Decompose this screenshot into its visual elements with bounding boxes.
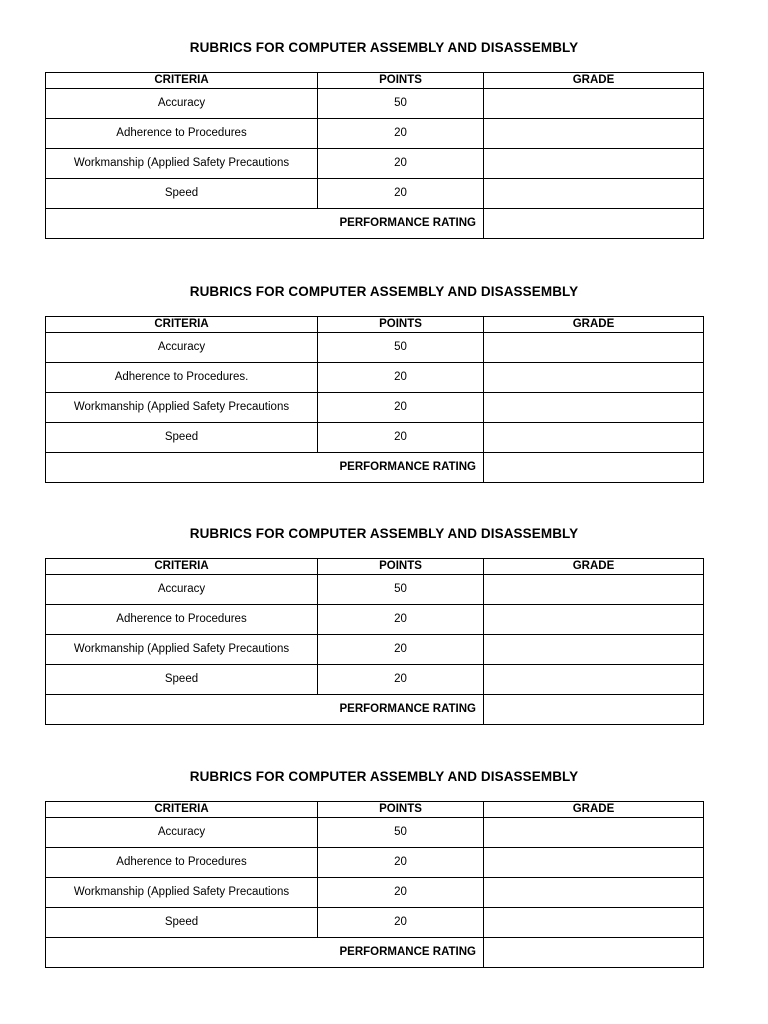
points-cell: 50 — [318, 89, 484, 119]
table-row — [46, 818, 704, 848]
performance-rating-row — [46, 695, 704, 725]
grade-header: GRADE — [484, 559, 704, 575]
points-cell: 20 — [318, 635, 484, 665]
points-cell: 20 — [318, 363, 484, 393]
points-cell: 50 — [318, 575, 484, 605]
points-cell: 20 — [318, 423, 484, 453]
table-row — [46, 878, 704, 908]
criteria-cell: Speed — [46, 179, 318, 209]
points-header: POINTS — [318, 317, 484, 333]
points-cell: 20 — [318, 848, 484, 878]
criteria-cell: Workmanship (Applied Safety Precautions — [46, 635, 318, 665]
criteria-header: CRITERIA — [46, 559, 318, 575]
grade-cell[interactable] — [484, 605, 704, 635]
performance-rating-row — [46, 938, 704, 968]
grade-cell[interactable] — [484, 575, 704, 605]
table-row — [46, 363, 704, 393]
criteria-header: CRITERIA — [46, 317, 318, 333]
table-row — [46, 908, 704, 938]
criteria-cell: Speed — [46, 665, 318, 695]
grade-cell[interactable] — [484, 119, 704, 149]
performance-rating-cell[interactable] — [484, 209, 704, 239]
points-cell: 20 — [318, 605, 484, 635]
points-header: POINTS — [318, 559, 484, 575]
grade-cell[interactable] — [484, 179, 704, 209]
performance-rating-cell[interactable] — [484, 938, 704, 968]
points-cell: 50 — [318, 333, 484, 363]
table-row — [46, 635, 704, 665]
criteria-cell: Workmanship (Applied Safety Precautions — [46, 149, 318, 179]
table-row — [46, 149, 704, 179]
rubric-title: RUBRICS FOR COMPUTER ASSEMBLY AND DISASSEMBLY — [189, 40, 579, 55]
points-cell: 20 — [318, 393, 484, 423]
rubric-title: RUBRICS FOR COMPUTER ASSEMBLY AND DISASSEMBLY — [189, 284, 579, 299]
grade-cell[interactable] — [484, 89, 704, 119]
criteria-cell: Workmanship (Applied Safety Precautions — [46, 878, 318, 908]
table-row — [46, 333, 704, 363]
table-header-row — [46, 73, 704, 89]
criteria-cell: Adherence to Procedures — [46, 848, 318, 878]
grade-cell[interactable] — [484, 149, 704, 179]
table-header-row — [46, 317, 704, 333]
table-row — [46, 605, 704, 635]
grade-cell[interactable] — [484, 333, 704, 363]
criteria-cell: Accuracy — [46, 333, 318, 363]
rubric-title: RUBRICS FOR COMPUTER ASSEMBLY AND DISASSEMBLY — [189, 526, 579, 541]
criteria-cell: Accuracy — [46, 575, 318, 605]
criteria-header: CRITERIA — [46, 73, 318, 89]
criteria-cell: Speed — [46, 423, 318, 453]
grade-cell[interactable] — [484, 665, 704, 695]
table-row — [46, 89, 704, 119]
table-header-row — [46, 802, 704, 818]
criteria-cell: Adherence to Procedures — [46, 605, 318, 635]
table-row — [46, 848, 704, 878]
points-cell: 20 — [318, 179, 484, 209]
table-row — [46, 393, 704, 423]
performance-rating-label: PERFORMANCE RATING — [46, 209, 484, 239]
points-header: POINTS — [318, 802, 484, 818]
grade-cell[interactable] — [484, 818, 704, 848]
grade-cell[interactable] — [484, 363, 704, 393]
grade-cell[interactable] — [484, 908, 704, 938]
table-row — [46, 665, 704, 695]
performance-rating-row — [46, 453, 704, 483]
grade-cell[interactable] — [484, 635, 704, 665]
rubric-table — [45, 558, 704, 725]
criteria-cell: Speed — [46, 908, 318, 938]
points-cell: 20 — [318, 119, 484, 149]
criteria-cell: Accuracy — [46, 818, 318, 848]
points-cell: 20 — [318, 665, 484, 695]
performance-rating-label: PERFORMANCE RATING — [46, 695, 484, 725]
performance-rating-row — [46, 209, 704, 239]
rubric-title: RUBRICS FOR COMPUTER ASSEMBLY AND DISASSEMBLY — [189, 769, 579, 784]
table-header-row — [46, 559, 704, 575]
grade-header: GRADE — [484, 802, 704, 818]
rubric-table — [45, 801, 704, 968]
grade-cell[interactable] — [484, 393, 704, 423]
points-cell: 20 — [318, 908, 484, 938]
grade-header: GRADE — [484, 317, 704, 333]
rubric-table — [45, 72, 704, 239]
criteria-cell: Adherence to Procedures — [46, 119, 318, 149]
performance-rating-cell[interactable] — [484, 453, 704, 483]
criteria-cell: Workmanship (Applied Safety Precautions — [46, 393, 318, 423]
table-row — [46, 119, 704, 149]
grade-cell[interactable] — [484, 878, 704, 908]
points-cell: 20 — [318, 149, 484, 179]
performance-rating-label: PERFORMANCE RATING — [46, 453, 484, 483]
grade-cell[interactable] — [484, 423, 704, 453]
rubric-table — [45, 316, 704, 483]
criteria-header: CRITERIA — [46, 802, 318, 818]
performance-rating-label: PERFORMANCE RATING — [46, 938, 484, 968]
criteria-cell: Adherence to Procedures. — [46, 363, 318, 393]
points-cell: 50 — [318, 818, 484, 848]
table-row — [46, 179, 704, 209]
performance-rating-cell[interactable] — [484, 695, 704, 725]
table-row — [46, 575, 704, 605]
table-row — [46, 423, 704, 453]
points-header: POINTS — [318, 73, 484, 89]
grade-header: GRADE — [484, 73, 704, 89]
points-cell: 20 — [318, 878, 484, 908]
grade-cell[interactable] — [484, 848, 704, 878]
criteria-cell: Accuracy — [46, 89, 318, 119]
